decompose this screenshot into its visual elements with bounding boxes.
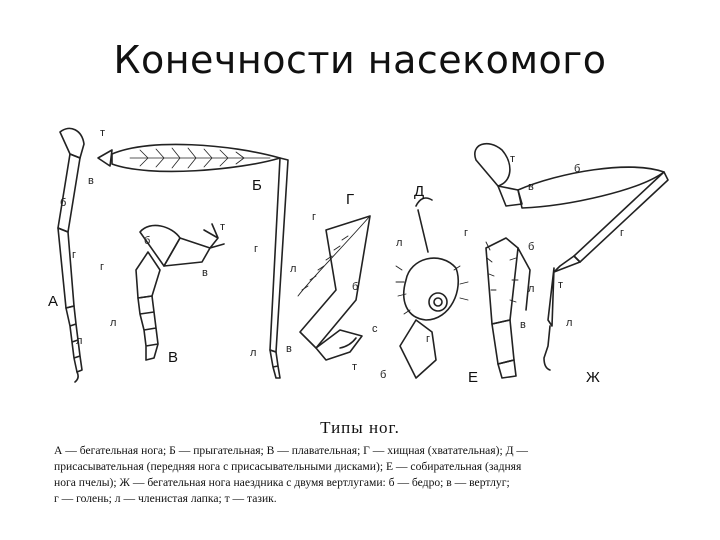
leg-zh-label-l: л xyxy=(566,317,573,329)
leg-d-label-g: г xyxy=(426,333,431,345)
caption-title: Типы ног. xyxy=(320,418,400,437)
label-e: Е xyxy=(468,369,479,386)
leg-v-label-t: т xyxy=(220,221,226,233)
leg-g-label-b: б xyxy=(352,281,359,293)
leg-g-label-g: г xyxy=(312,211,317,223)
leg-zh-label-t: т xyxy=(510,153,516,165)
leg-a-label-g: г xyxy=(72,249,77,261)
insect-legs-drawing xyxy=(40,120,700,390)
leg-zh-label-b: б xyxy=(574,163,581,175)
leg-g-label-s: с xyxy=(372,323,378,335)
leg-e-collecting xyxy=(486,238,530,378)
label-g: Г xyxy=(346,191,355,208)
leg-g-raptorial xyxy=(298,216,370,360)
leg-a-label-l: л xyxy=(76,335,83,347)
leg-d-suction xyxy=(396,198,468,378)
leg-b-label-g: г xyxy=(254,243,259,255)
label-v: В xyxy=(168,349,179,366)
caption-line: нога пчелы); Ж — бегательная нога наездника с двумя вертлугами: б — бедро; в — вертлуг; xyxy=(54,476,510,489)
leg-e-label-v: в xyxy=(520,319,526,331)
leg-e-label-g: г xyxy=(464,227,469,239)
leg-v-label-l: л xyxy=(110,317,117,329)
leg-v-label-v: в xyxy=(202,267,208,279)
leg-zh-ichneumon xyxy=(475,144,668,370)
leg-zh-label-v: в xyxy=(528,181,534,193)
label-a: А xyxy=(48,293,59,310)
leg-d-label-b: б xyxy=(380,369,387,381)
leg-b-label-l: л xyxy=(250,347,257,359)
label-d: Д xyxy=(414,183,425,200)
slide-title: Конечности насекомого xyxy=(113,38,607,82)
leg-v-label-b: б xyxy=(144,235,151,247)
leg-d-label-l: л xyxy=(396,237,403,249)
leg-zh-label-g: г xyxy=(620,227,625,239)
leg-zh-label-t2: т xyxy=(558,279,564,291)
caption-body xyxy=(54,443,680,507)
leg-b-label-t: т xyxy=(100,127,106,139)
leg-g-label-t: т xyxy=(352,361,358,373)
label-zh: Ж xyxy=(586,369,600,386)
leg-a-label-v: в xyxy=(88,175,94,187)
leg-e-label-b: б xyxy=(528,241,535,253)
leg-a-label-b: б xyxy=(60,197,67,209)
label-b: Б xyxy=(252,177,262,194)
caption-line: г — голень; л — членистая лапка; т — тазик. xyxy=(54,492,277,505)
caption-line: присасывательная (передняя нога с присасывательными дисками); Е — собирательная (задняя xyxy=(54,460,522,473)
leg-v-label-g: г xyxy=(100,261,105,273)
leg-b-label-v: в xyxy=(286,343,292,355)
leg-g-label-l: л xyxy=(290,263,297,275)
insect-legs-figure xyxy=(40,120,700,390)
caption-line: А — бегательная нога; Б — прыгательная; В — плавательная; Г — хищная (хватательная); Д — xyxy=(54,444,529,457)
leg-e-label-l: л xyxy=(528,283,535,295)
